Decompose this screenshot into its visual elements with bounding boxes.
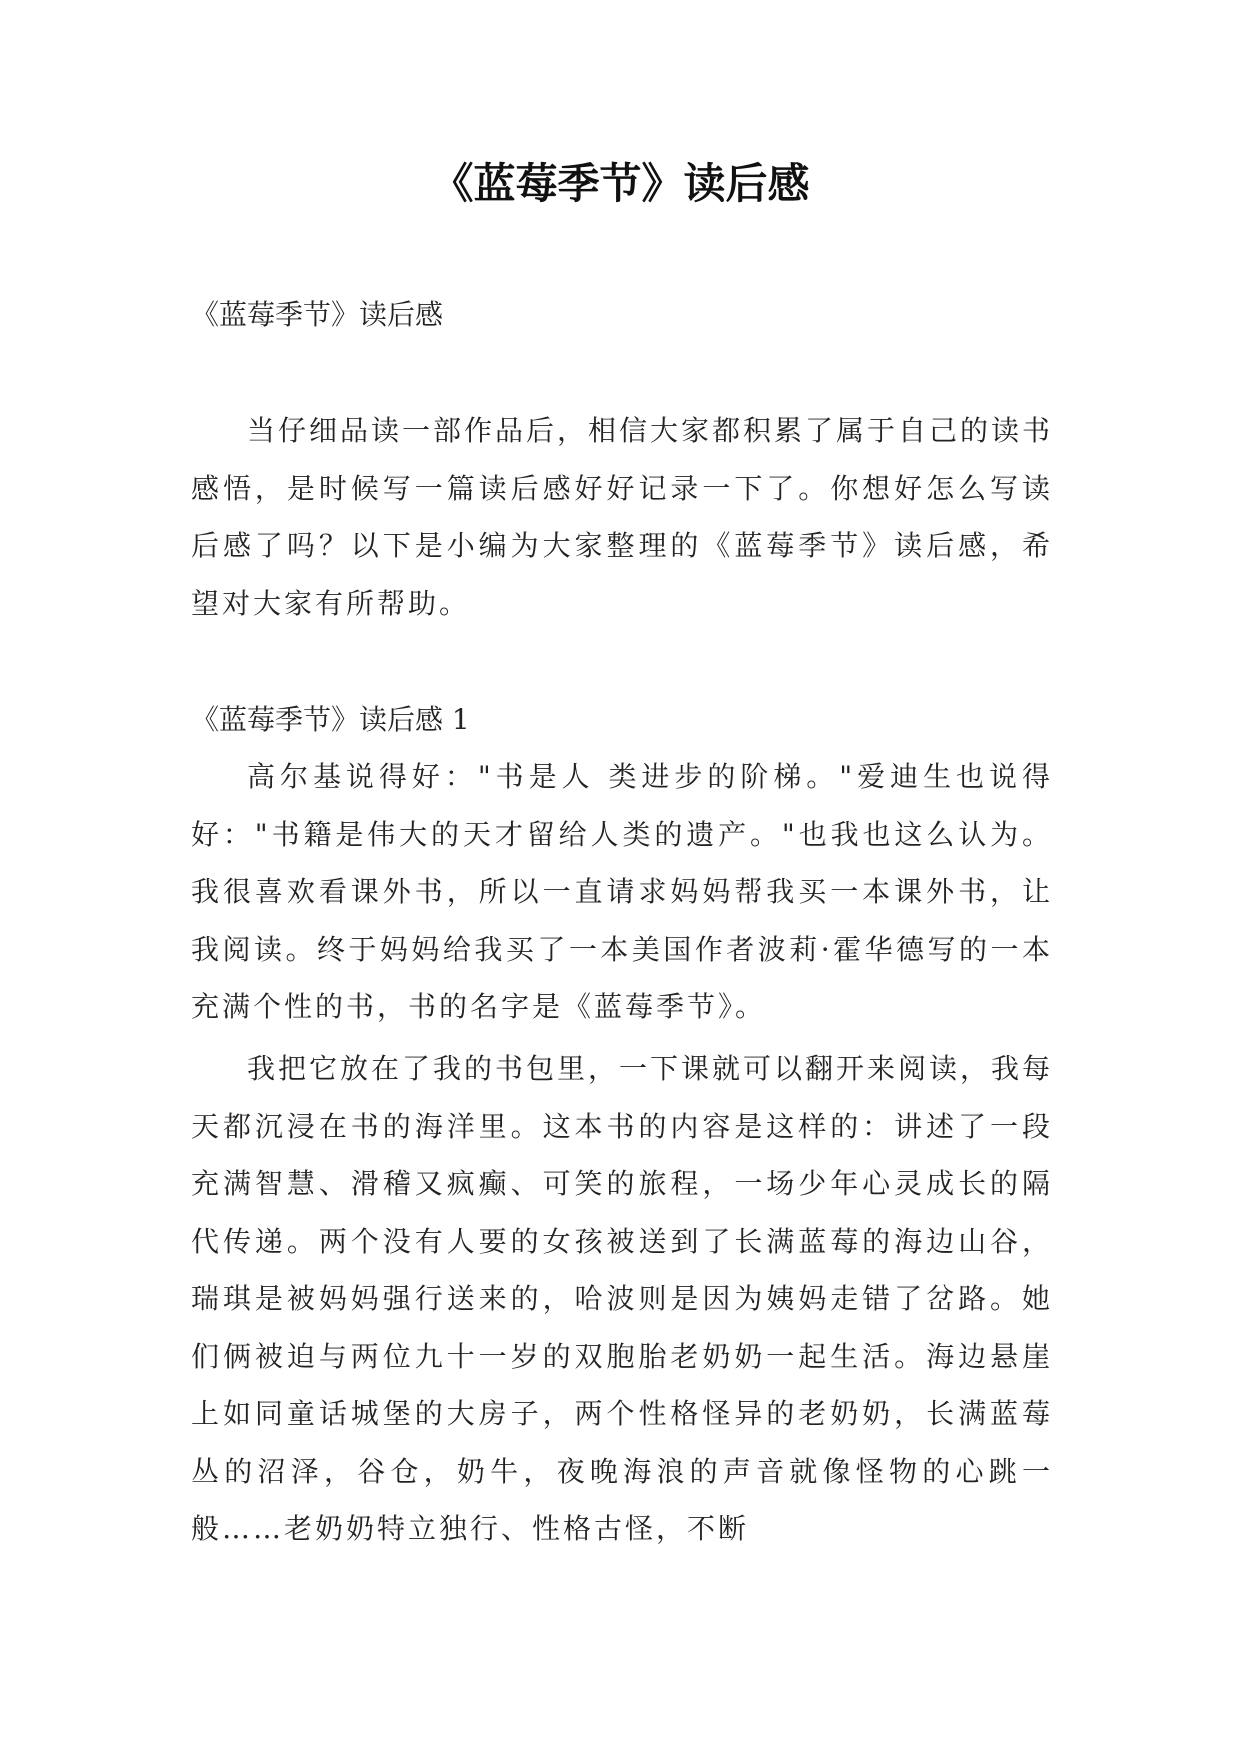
document-subtitle: 《蓝莓季节》读后感	[191, 298, 444, 331]
section-heading: 《蓝莓季节》读后感 1	[191, 703, 470, 736]
document-title: 《蓝莓季节》读后感	[431, 159, 810, 208]
body-paragraph: 高尔基说得好："书是人 类进步的阶梯。"爱迪生也说得好："书籍是伟大的天才留给人类的遗产。"也我也这么认为。我很喜欢看课外书，所以一直请求妈妈帮我买一本课外书，让我阅读。终于妈妈给我买了一本美国作者波莉·霍华德写的一本充满个性的书，书的名字是《蓝莓季节》。	[191, 760, 1053, 1023]
intro-paragraph: 当仔细品读一部作品后，相信大家都积累了属于自己的读书感悟，是时候写一篇读后感好好记录一下了。你想好怎么写读后感了吗？以下是小编为大家整理的《蓝莓季节》读后感，希望对大家有所帮助。	[191, 414, 1054, 620]
body-paragraph: 我把它放在了我的书包里，一下课就可以翻开来阅读，我每天都沉浸在书的海洋里。这本书的内容是这样的：讲述了一段充满智慧、滑稽又疯癫、可笑的旅程，一场少年心灵成长的隔代传递。两个没有人要的女孩被送到了长满蓝莓的海边山谷，瑞琪是被妈妈强行送来的，哈波则是因为姨妈走错了岔路。她们俩被迫与两位九十一岁的双胞胎老奶奶一起生活。海边悬崖上如同童话城堡的大房子，两个性格怪异的老奶奶，长满蓝莓丛的沼泽，谷仓，奶牛，夜晚海浪的声音就像怪物的心跳一般……老奶奶特立独行、性格古怪，不断	[191, 1052, 1054, 1545]
